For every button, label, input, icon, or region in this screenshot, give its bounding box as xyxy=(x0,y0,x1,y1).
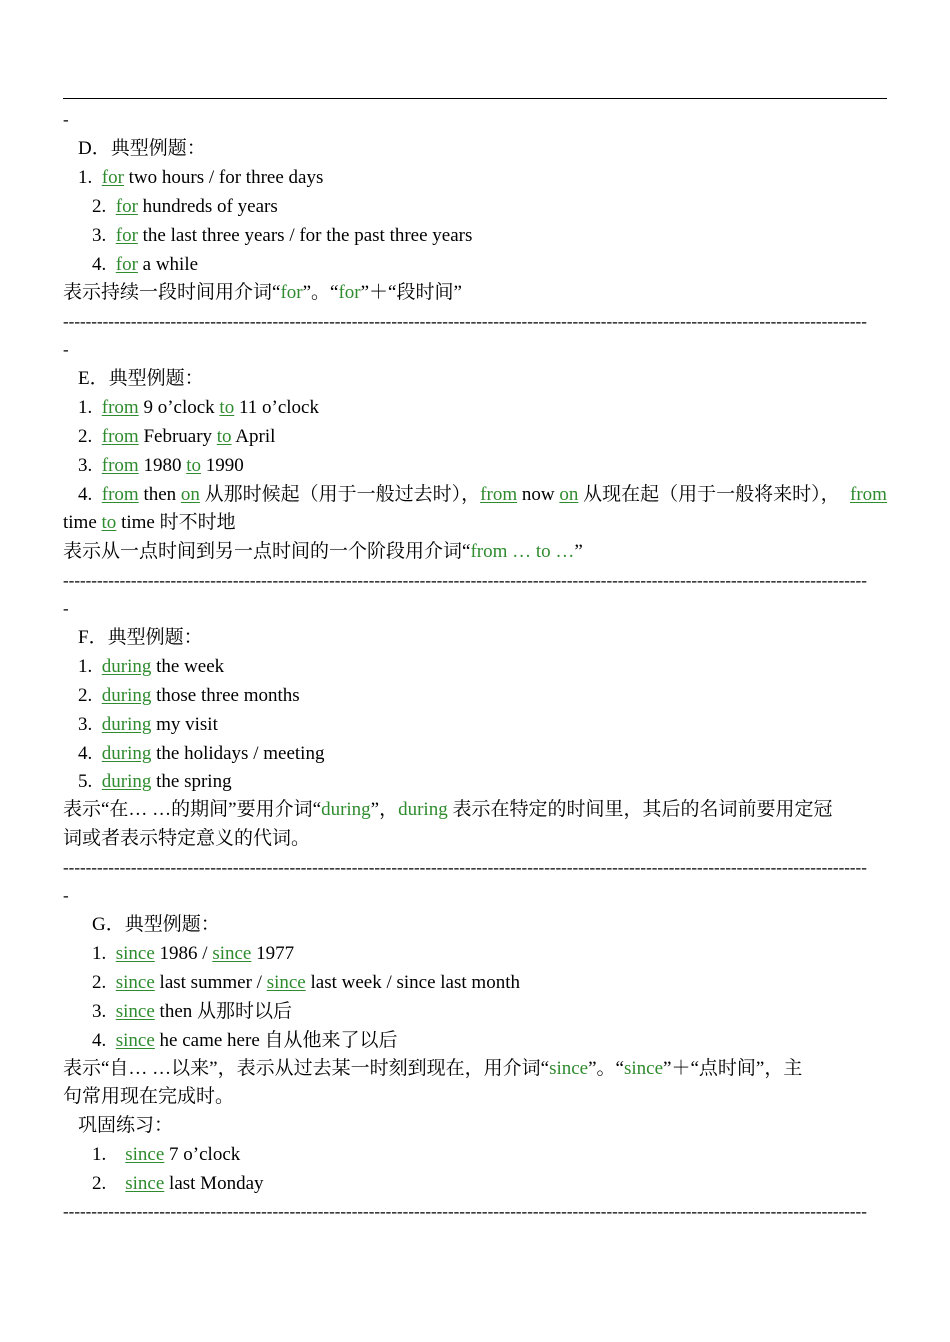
keyword-link[interactable]: from xyxy=(850,484,887,505)
keyword-link[interactable]: to xyxy=(186,455,201,476)
list-item: 1. for two hours / for three days xyxy=(78,167,324,188)
dash-marker: - xyxy=(63,110,69,129)
keyword-link[interactable]: from xyxy=(101,397,139,418)
keyword-link[interactable]: during xyxy=(101,743,152,764)
keyword-link[interactable]: on xyxy=(559,484,579,505)
top-rule xyxy=(63,98,887,99)
section-d-heading: D．典型例题： xyxy=(78,138,206,159)
keyword-link[interactable]: from xyxy=(101,484,139,505)
list-item: 4. from then on 从那时候起（用于一般过去时），from now on 从现在起（用于一般将来时）， xyxy=(78,484,840,505)
separator-line: ---------------------------------------------------------------------------------------------------------------------------------------------- xyxy=(63,312,867,331)
keyword-link[interactable]: during xyxy=(101,656,152,677)
keyword-link[interactable]: for xyxy=(115,196,138,217)
keyword-link[interactable]: since xyxy=(115,972,155,993)
list-item: 1. from 9 o’clock to 11 o’clock xyxy=(78,397,319,418)
keyword-link[interactable]: since xyxy=(115,1030,155,1051)
keyword-link[interactable]: since xyxy=(115,943,155,964)
separator-line: ---------------------------------------------------------------------------------------------------------------------------------------------- xyxy=(63,571,867,590)
list-item: 5. during the spring xyxy=(78,771,232,792)
section-f-heading: F．典型例题： xyxy=(78,627,203,648)
keyword-link[interactable]: for xyxy=(101,167,124,188)
practice-item: 2. since last Monday xyxy=(92,1173,264,1194)
list-item: 3. for the last three years / for the past three years xyxy=(92,225,473,246)
section-g-heading: G．典型例题： xyxy=(92,914,220,935)
list-item: 3. during my visit xyxy=(78,714,218,735)
list-item: 4. since he came here 自从他来了以后 xyxy=(92,1030,398,1051)
section-f-summary: 表示“在… …的期间”要用介词“during”，during 表示在特定的时间里，其后的名词前要用定冠 xyxy=(63,799,833,820)
practice-title: 巩固练习： xyxy=(78,1115,174,1136)
dash-marker: - xyxy=(63,340,69,359)
keyword-link[interactable]: to xyxy=(101,512,117,533)
section-f-summary-cont: 词或者表示特定意义的代词。 xyxy=(63,828,311,849)
section-d-summary: 表示持续一段时间用介词“for”。“for”＋“段时间” xyxy=(63,282,462,303)
keyword-link[interactable]: during xyxy=(101,714,152,735)
list-item: 3. from 1980 to 1990 xyxy=(78,455,244,476)
dash-marker: - xyxy=(63,886,69,905)
section-e-heading: E．典型例题： xyxy=(78,368,204,389)
keyword-link[interactable]: since xyxy=(266,972,306,993)
list-item: 4. during the holidays / meeting xyxy=(78,743,325,764)
list-item: 2. during those three months xyxy=(78,685,300,706)
section-g-summary: 表示“自… …以来”，表示从过去某一时刻到现在，用介词“since”。“since”＋“点时间”，主 xyxy=(63,1058,803,1079)
keyword-link[interactable]: to xyxy=(219,397,235,418)
separator-line: ---------------------------------------------------------------------------------------------------------------------------------------------- xyxy=(63,858,867,877)
section-e-summary: 表示从一点时间到另一点时间的一个阶段用介词“from … to …” xyxy=(63,541,583,562)
keyword-link[interactable]: since xyxy=(212,943,252,964)
keyword-link[interactable]: to xyxy=(216,426,232,447)
dash-marker: - xyxy=(63,599,69,618)
keyword-link[interactable]: since xyxy=(125,1144,165,1165)
separator-line: ---------------------------------------------------------------------------------------------------------------------------------------------- xyxy=(63,1202,867,1221)
keyword-link[interactable]: from xyxy=(480,484,518,505)
list-item-continuation: time to time 时不时地 xyxy=(63,512,236,533)
keyword-link[interactable]: for xyxy=(115,254,138,275)
list-item: 1. during the week xyxy=(78,656,225,677)
keyword-link[interactable]: from xyxy=(101,426,139,447)
list-item: 2. from February to April xyxy=(78,426,276,447)
keyword-link[interactable]: during xyxy=(101,771,152,792)
list-item: 2. since last summer / since last week / since last month xyxy=(92,972,520,993)
list-item: 3. since then 从那时以后 xyxy=(92,1001,293,1022)
keyword-link[interactable]: during xyxy=(101,685,152,706)
keyword-link[interactable]: for xyxy=(115,225,138,246)
keyword-link[interactable]: since xyxy=(115,1001,155,1022)
list-item: 2. for hundreds of years xyxy=(92,196,278,217)
list-item: 4. for a while xyxy=(92,254,199,275)
keyword-link[interactable]: from xyxy=(101,455,139,476)
keyword-link[interactable]: since xyxy=(125,1173,165,1194)
practice-item: 1. since 7 o’clock xyxy=(92,1144,241,1165)
section-g-summary-cont: 句常用现在完成时。 xyxy=(63,1086,235,1107)
keyword-link[interactable]: on xyxy=(180,484,200,505)
list-item: 1. since 1986 / since 1977 xyxy=(92,943,295,964)
